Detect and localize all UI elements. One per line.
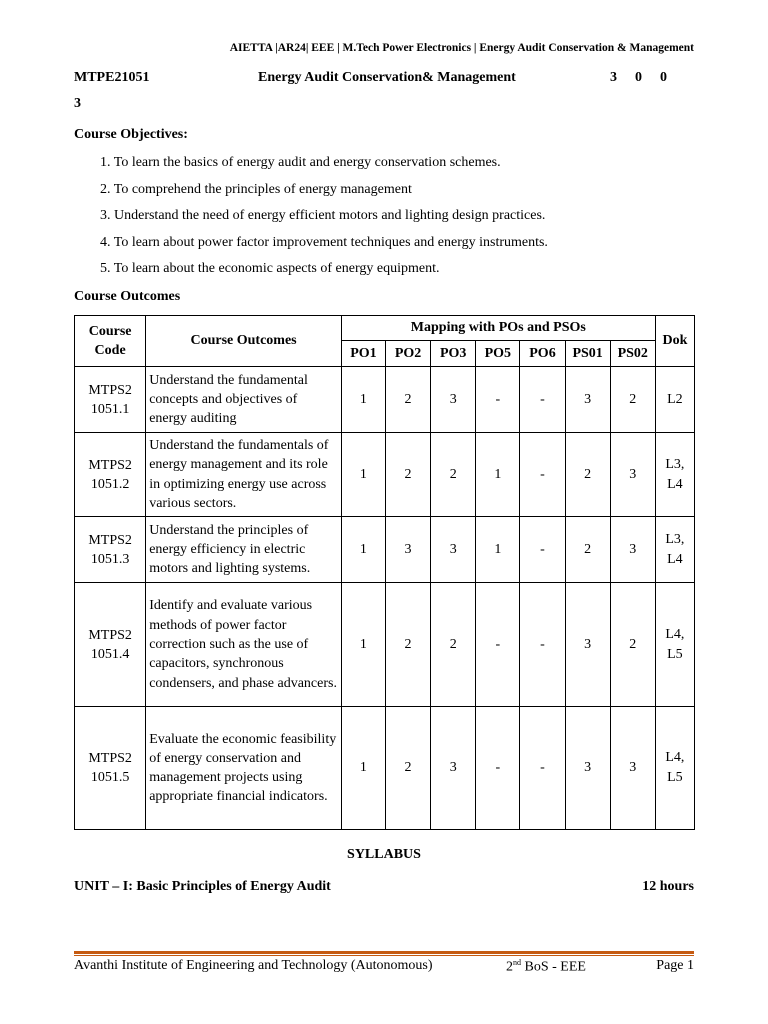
row-value: 2: [610, 583, 655, 707]
row-value: -: [520, 433, 565, 517]
footer-bos: [506, 958, 586, 976]
syllabus-heading: SYLLABUS: [347, 847, 421, 862]
header-pso: PS01: [565, 341, 610, 367]
row-value: -: [520, 517, 565, 583]
footer-institution: Avanthi Institute of Engineering and Technology (Autonomous): [74, 958, 433, 973]
row-value: -: [520, 367, 565, 433]
row-outcome: Understand the principles of energy efficiency in electric motors and lighting systems.: [146, 517, 342, 583]
row-dok: L4, L5: [655, 707, 694, 830]
header-po: PO3: [431, 341, 476, 367]
row-code: MTPS2 1051.1: [75, 367, 146, 433]
row-value: 3: [610, 433, 655, 517]
row-value: 2: [431, 583, 476, 707]
outcomes-heading: Course Outcomes: [74, 289, 181, 304]
table-row: [75, 583, 695, 707]
bos-suffix: nd: [513, 958, 521, 967]
row-value: 2: [385, 367, 430, 433]
course-code: MTPE21051: [74, 70, 150, 85]
row-value: 3: [385, 517, 430, 583]
row-value: 2: [565, 517, 610, 583]
row-value: 3: [565, 583, 610, 707]
footer-divider: [74, 951, 694, 954]
header-po: PO6: [520, 341, 565, 367]
running-header: AIETTA |AR24| EEE | M.Tech Power Electronics | Energy Audit Conservation & Management: [229, 42, 694, 54]
unit-line: [74, 879, 694, 895]
row-value: 2: [385, 433, 430, 517]
header-pso: PS02: [610, 341, 655, 367]
row-value: -: [520, 707, 565, 830]
header-course-code: Course Code: [75, 316, 146, 367]
row-value: 1: [341, 707, 385, 830]
header-course-outcomes: Course Outcomes: [146, 316, 342, 367]
row-value: -: [476, 583, 520, 707]
row-value: -: [520, 583, 565, 707]
row-value: 2: [385, 707, 430, 830]
row-code: MTPS2 1051.3: [75, 517, 146, 583]
row-value: 3: [431, 367, 476, 433]
row-value: -: [476, 367, 520, 433]
objectives-list: [100, 154, 690, 287]
unit-title: UNIT – I: Basic Principles of Energy Audit: [74, 879, 331, 894]
row-code: MTPS2 1051.2: [75, 433, 146, 517]
row-outcome: Understand the fundamental concepts and objectives of energy auditing: [146, 367, 342, 433]
table-row: [75, 433, 695, 517]
course-name: Energy Audit Conservation& Management: [258, 70, 516, 85]
row-value: 1: [341, 517, 385, 583]
course-l: 3: [610, 70, 617, 85]
row-outcome: Understand the fundamentals of energy management and its role in optimizing energy use across various sectors.: [146, 433, 342, 517]
header-mapping: Mapping with POs and PSOs: [341, 316, 655, 341]
row-value: 1: [341, 583, 385, 707]
row-value: 1: [341, 367, 385, 433]
table-row: [75, 367, 695, 433]
row-value: 3: [565, 367, 610, 433]
row-dok: L3, L4: [655, 517, 694, 583]
row-dok: L4, L5: [655, 583, 694, 707]
row-outcome: Identify and evaluate various methods of power factor correction such as the use of capacitors, synchronous condensers, and phase advancers.: [146, 583, 342, 707]
row-value: 2: [385, 583, 430, 707]
row-value: 3: [610, 707, 655, 830]
objective-item: 1. To learn the basics of energy audit and energy conservation schemes.: [100, 155, 501, 170]
row-value: 1: [476, 433, 520, 517]
row-value: 3: [431, 517, 476, 583]
row-value: 2: [431, 433, 476, 517]
table-row: [75, 707, 695, 830]
header-po: PO1: [341, 341, 385, 367]
row-outcome: Evaluate the economic feasibility of energy conservation and management projects using appropriate financial indicators.: [146, 707, 342, 830]
row-value: 3: [431, 707, 476, 830]
header-po: PO2: [385, 341, 430, 367]
course-t: 0: [635, 70, 642, 85]
header-po: PO5: [476, 341, 520, 367]
course-outcomes-table: [74, 315, 695, 830]
footer-divider-thin: [74, 955, 694, 956]
unit-hours: 12 hours: [642, 879, 694, 894]
row-value: -: [476, 707, 520, 830]
objectives-heading: Course Objectives:: [74, 127, 188, 142]
row-value: 2: [565, 433, 610, 517]
row-value: 1: [341, 433, 385, 517]
row-value: 1: [476, 517, 520, 583]
row-value: 3: [610, 517, 655, 583]
course-p: 0: [660, 70, 667, 85]
objective-item: 5. To learn about the economic aspects of energy equipment.: [100, 261, 440, 276]
row-value: 2: [610, 367, 655, 433]
row-dok: L3, L4: [655, 433, 694, 517]
row-code: MTPS2 1051.5: [75, 707, 146, 830]
row-dok: L2: [655, 367, 694, 433]
header-dok: Dok: [655, 316, 694, 367]
row-value: 3: [565, 707, 610, 830]
bos-number: 2: [506, 959, 513, 975]
objective-item: 4. To learn about power factor improvement techniques and energy instruments.: [100, 234, 548, 250]
course-ltp: [610, 70, 685, 86]
page-number: Page 1: [656, 958, 694, 973]
bos-text: BoS - EEE: [521, 959, 586, 975]
row-code: MTPS2 1051.4: [75, 583, 146, 707]
objective-item: 3. Understand the need of energy efficient motors and lighting design practices.: [100, 208, 546, 223]
objective-item: 2. To comprehend the principles of energy management: [100, 181, 412, 197]
table-row: [75, 517, 695, 583]
course-credits: 3: [74, 96, 81, 111]
